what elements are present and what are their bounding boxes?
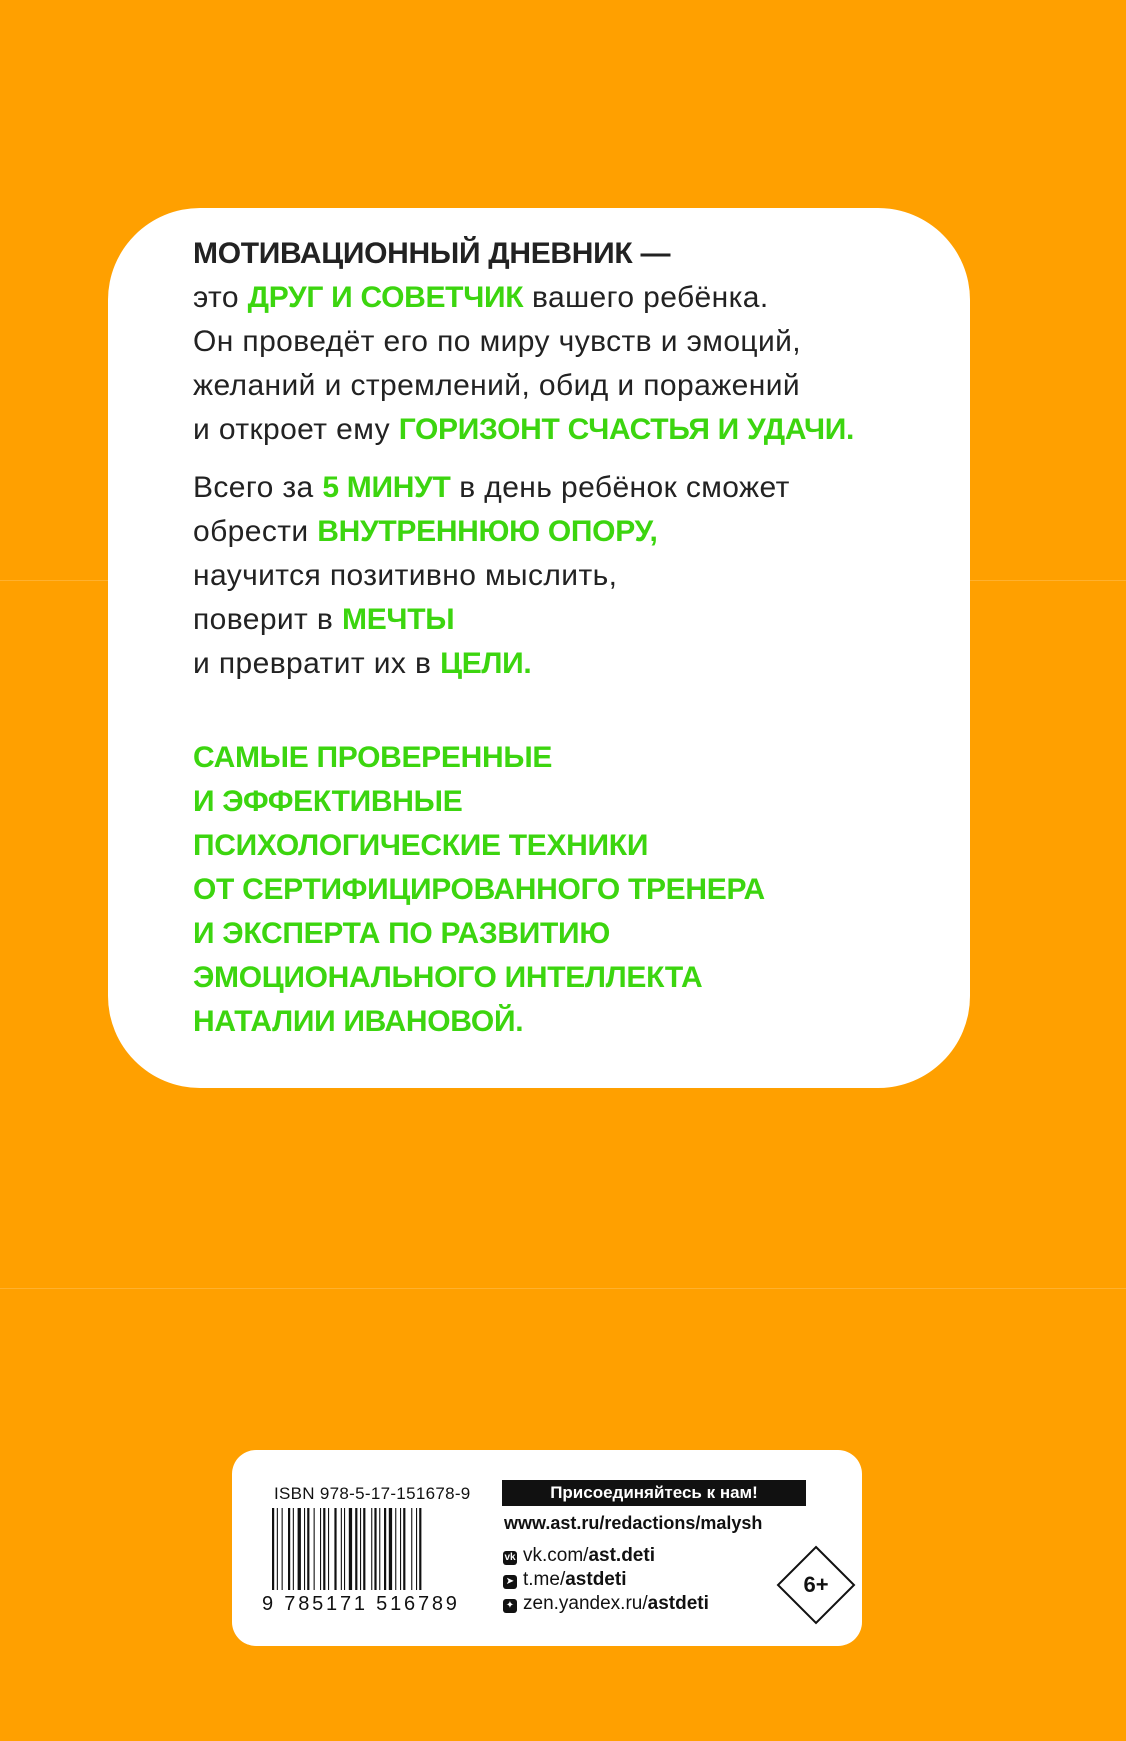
highlight: МЕЧТЫ (342, 603, 455, 636)
publisher-website-link[interactable]: www.ast.ru/redactions/malysh (504, 1513, 763, 1533)
highlight: ВНУТРЕННЮЮ ОПОРУ, (317, 515, 658, 548)
minutes-line: и превратит их в ЦЕЛИ. (193, 647, 532, 680)
techniques-line: ОТ СЕРТИФИЦИРОВАННОГО ТРЕНЕРА (193, 873, 765, 906)
diary-title: МОТИВАЦИОННЫЙ ДНЕВНИК — (193, 237, 671, 270)
highlight: ГОРИЗОНТ СЧАСТЬЯ И УДАЧИ. (398, 413, 855, 446)
highlight: ДРУГ И СОВЕТЧИК (247, 281, 524, 314)
barcode-digits: 9 785171 516789 (262, 1593, 460, 1615)
telegram-icon: ➤ (503, 1575, 517, 1589)
intro-line: и откроет ему ГОРИЗОНТ СЧАСТЬЯ И УДАЧИ. (193, 413, 855, 446)
description-text (193, 232, 953, 1044)
age-rating-label: 6+ (803, 1572, 829, 1597)
intro-line: желаний и стремлений, обид и поражений (193, 369, 801, 402)
highlight: 5 МИНУТ (322, 471, 451, 504)
techniques-line: ЭМОЦИОНАЛЬНОГО ИНТЕЛЛЕКТА (193, 961, 703, 994)
techniques-line: НАТАЛИИ ИВАНОВОЙ. (193, 1005, 524, 1038)
intro-line: это ДРУГ И СОВЕТЧИК вашего ребёнка. (193, 281, 769, 314)
vk-link[interactable]: vk vk.com/ast.deti (504, 1545, 655, 1566)
zen-link[interactable]: ✦ zen.yandex.ru/astdeti (503, 1593, 709, 1615)
join-us-banner: Присоединяйтесь к нам! (502, 1480, 806, 1506)
minutes-line: обрести ВНУТРЕННЮЮ ОПОРУ, (193, 515, 658, 548)
barcode-graphic (270, 1508, 470, 1590)
techniques-line: САМЫЕ ПРОВЕРЕННЫЕ (193, 741, 553, 774)
minutes-line: Всего за 5 МИНУТ в день ребёнок сможет (193, 471, 790, 504)
vk-icon: vk (504, 1552, 516, 1563)
minutes-line: научится позитивно мыслить, (193, 559, 618, 592)
fold-line (0, 1288, 1126, 1289)
minutes-line: поверит в МЕЧТЫ (193, 603, 455, 636)
techniques-line: И ЭФФЕКТИВНЫЕ (193, 785, 463, 818)
techniques-line: И ЭКСПЕРТА ПО РАЗВИТИЮ (193, 917, 610, 950)
zen-icon: ✦ (503, 1599, 517, 1613)
techniques-line: ПСИХОЛОГИЧЕСКИЕ ТЕХНИКИ (193, 829, 649, 862)
isbn-number: ISBN 978-5-17-151678-9 (274, 1484, 471, 1503)
telegram-link[interactable]: ➤ t.me/astdeti (503, 1569, 626, 1591)
highlight: ЦЕЛИ. (440, 647, 532, 680)
intro-line: Он проведёт его по миру чувств и эмоций, (193, 325, 802, 358)
